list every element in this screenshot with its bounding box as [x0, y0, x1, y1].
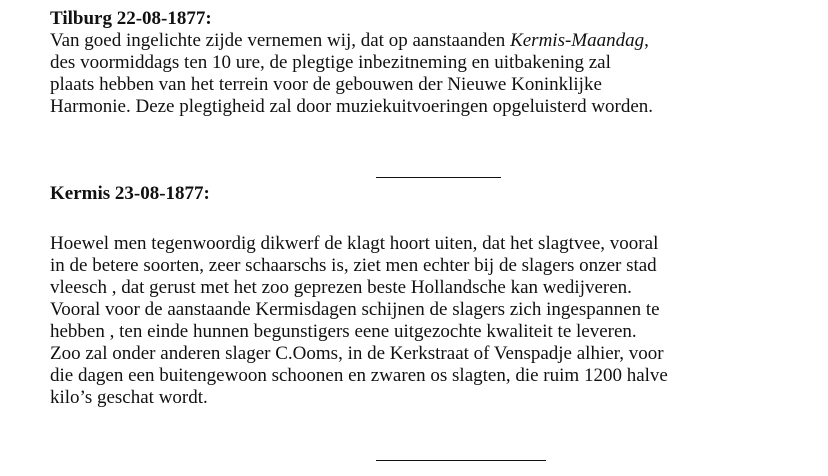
article-heading: Tilburg 22-08-1877: [50, 8, 212, 29]
article-heading: Kermis 23-08-1877: [50, 183, 210, 204]
body-line: in de betere soorten, zeer schaarschs is, ziet men echter bij de slagers onzer stad [50, 255, 657, 276]
section-divider [376, 177, 501, 178]
section-divider [376, 460, 546, 461]
body-line: hebben , ten einde hunnen begunstigers eene uitgezochte kwaliteit te leveren. [50, 321, 637, 342]
body-line: des voormiddags ten 10 ure, de plegtige inbezitneming en uitbakening zal [50, 52, 611, 73]
body-line [50, 30, 653, 52]
body-line: Harmonie. Deze plegtigheid zal door muziekuitvoeringen opgeluisterd worden. [50, 96, 654, 117]
body-text: Van goed ingelichte zijde vernemen wij, dat op aanstaanden [50, 30, 511, 51]
body-line: plaats hebben van het terrein voor de gebouwen der Nieuwe Koninklijke [50, 74, 602, 95]
article-body [50, 30, 653, 118]
article-body [50, 233, 668, 409]
body-line: vleesch , dat gerust met het zoo geprezen beste Hollandsche kan wedijveren. [50, 277, 632, 298]
body-line: die dagen een buitengewoon schoonen en zwaren os slagten, die ruim 1200 halve [50, 365, 668, 386]
body-line: Zoo zal onder anderen slager C.Ooms, in de Kerkstraat of Venspadje alhier, voor [50, 343, 664, 364]
body-line: Vooral voor de aanstaande Kermisdagen schijnen de slagers zich ingespannen te [50, 299, 660, 320]
body-line: Hoewel men tegenwoordig dikwerf de klagt hoort uiten, dat het slagtvee, vooral [50, 233, 659, 254]
body-text: , [644, 30, 649, 51]
body-line: kilo’s geschat wordt. [50, 387, 208, 408]
italic-term: Kermis-Maandag [510, 30, 645, 51]
